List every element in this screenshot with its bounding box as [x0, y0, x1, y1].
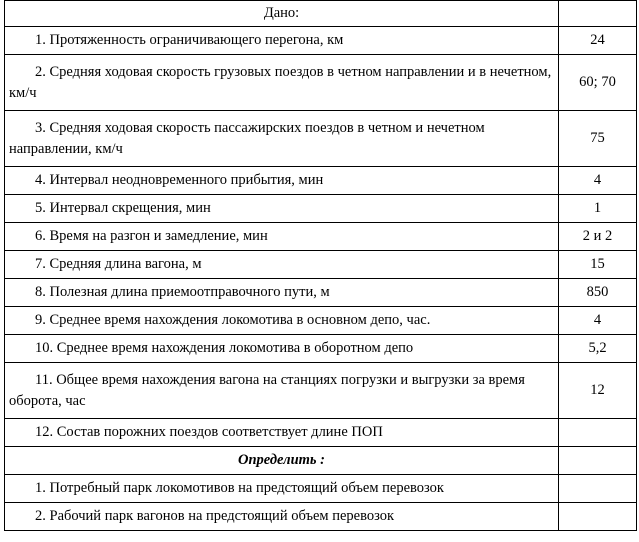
- row-value: 4: [559, 167, 637, 195]
- table-row: [5, 307, 637, 335]
- table-row: [5, 251, 637, 279]
- row-value: 12: [559, 363, 637, 419]
- determine-header: Определить :: [5, 447, 559, 475]
- table-row: [5, 195, 637, 223]
- table-row: [5, 279, 637, 307]
- determine-header-empty: [559, 447, 637, 475]
- row-value-empty: [559, 503, 637, 531]
- row-text: 2. Рабочий парк вагонов на предстоящий объем перевозок: [35, 508, 395, 524]
- given-header-empty: [559, 1, 637, 27]
- table-row: [5, 27, 637, 55]
- row-text: 6. Время на разгон и замедление, мин: [35, 228, 268, 244]
- table-row: [5, 419, 637, 447]
- row-text: 11. Общее время нахождения вагона на станциях погрузки и выгрузки за время оборота, час: [9, 371, 525, 409]
- row-text: 8. Полезная длина приемоотправочного пути, м: [35, 284, 330, 300]
- row-text: 1. Потребный парк локомотивов на предстоящий объем перевозок: [35, 480, 444, 496]
- table-row: [5, 223, 637, 251]
- row-text: 5. Интервал скрещения, мин: [35, 200, 211, 216]
- task-document: [4, 0, 636, 531]
- table-row: [5, 167, 637, 195]
- row-value: 15: [559, 251, 637, 279]
- table-row: [5, 335, 637, 363]
- row-text: 7. Средняя длина вагона, м: [35, 256, 202, 272]
- header-row: [5, 1, 637, 27]
- table-row: [5, 503, 637, 531]
- row-text: 3. Средняя ходовая скорость пассажирских поездов в четном и нечетном направлении, км/ч: [9, 119, 485, 157]
- row-value: 5,2: [559, 335, 637, 363]
- row-value: 4: [559, 307, 637, 335]
- row-text: 2. Средняя ходовая скорость грузовых поездов в четном направлении и в нечетном, км/ч: [9, 63, 552, 101]
- row-text: 4. Интервал неодновременного прибытия, мин: [35, 172, 324, 188]
- row-text: 12. Состав порожних поездов соответствует длине ПОП: [35, 424, 383, 440]
- row-value: 24: [559, 27, 637, 55]
- table-row: [5, 475, 637, 503]
- row-value: 850: [559, 279, 637, 307]
- determine-header-row: [5, 447, 637, 475]
- row-value: 60; 70: [559, 55, 637, 111]
- row-value: 2 и 2: [559, 223, 637, 251]
- row-value: 1: [559, 195, 637, 223]
- row-text: 9. Среднее время нахождения локомотива в основном депо, час.: [35, 312, 431, 328]
- row-value: 75: [559, 111, 637, 167]
- table-row: [5, 55, 637, 111]
- table-row: [5, 363, 637, 419]
- row-value-empty: [559, 475, 637, 503]
- row-value: [559, 419, 637, 447]
- row-text: 10. Среднее время нахождения локомотива в оборотном депо: [35, 340, 414, 356]
- table-row: [5, 111, 637, 167]
- given-header: Дано:: [5, 1, 559, 27]
- row-text: 1. Протяженность ограничивающего перегона, км: [35, 32, 344, 48]
- task-table: [4, 0, 637, 531]
